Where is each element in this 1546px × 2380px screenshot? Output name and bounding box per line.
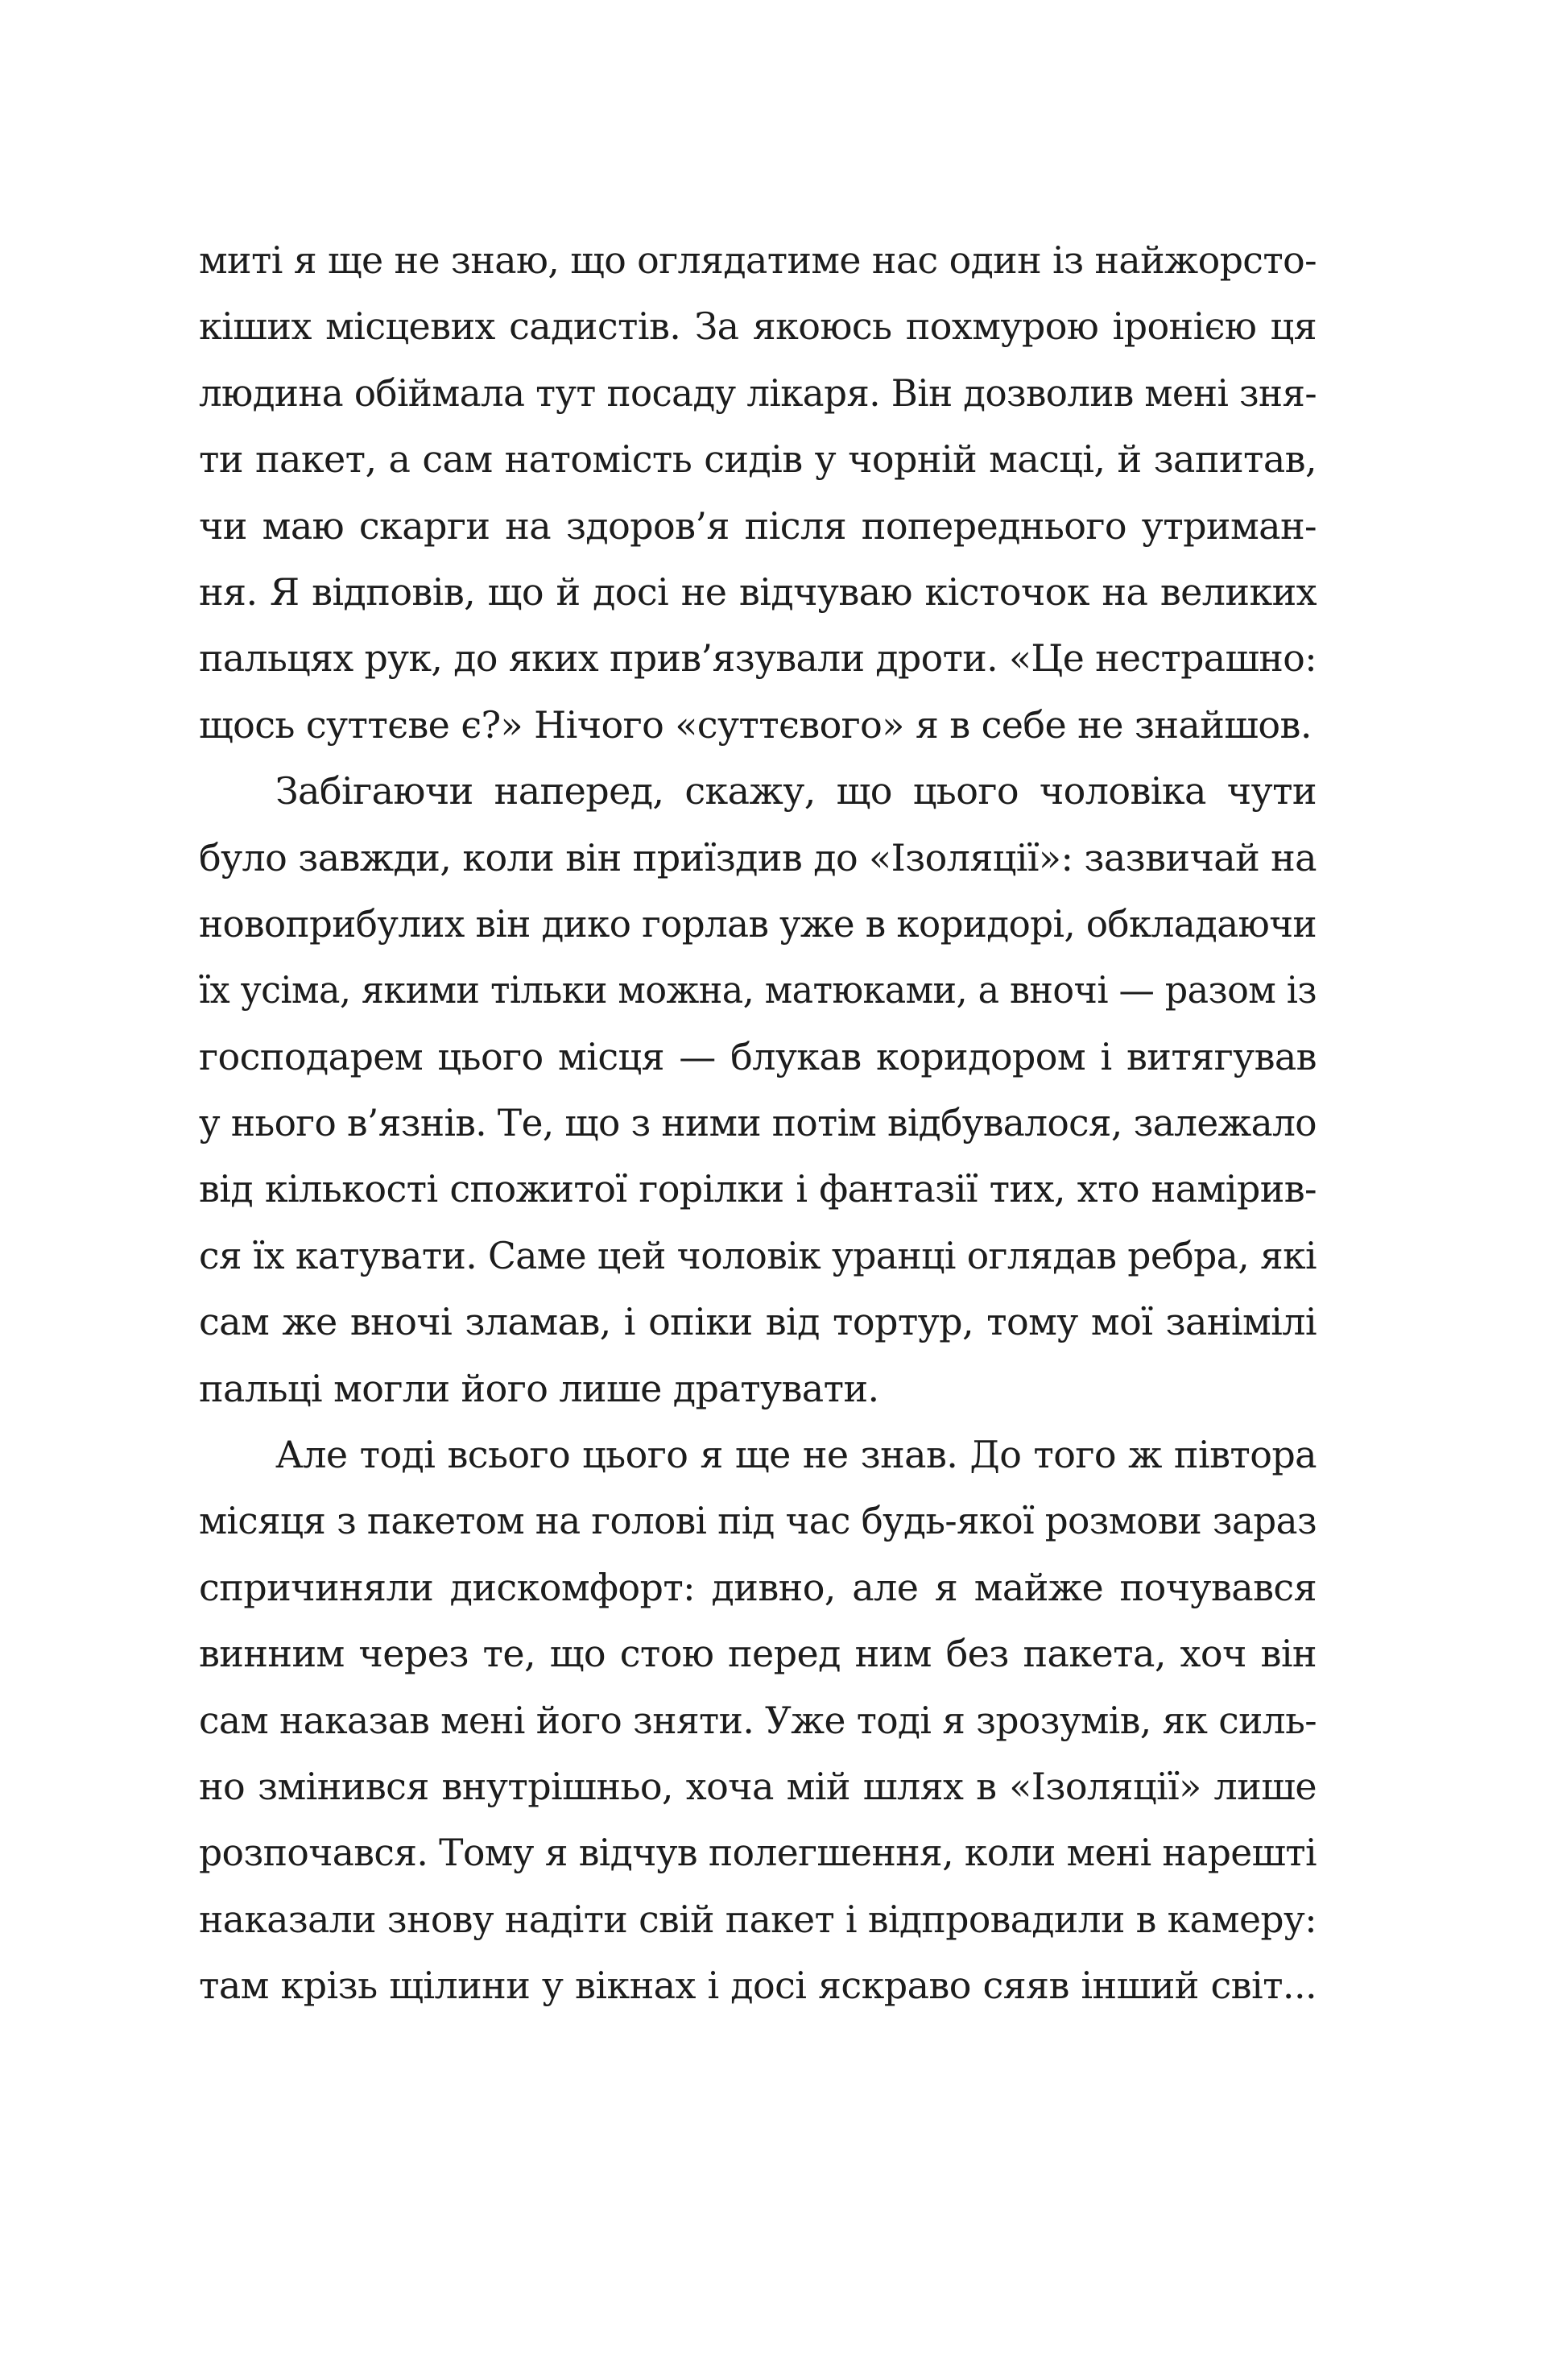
body-text <box>199 227 1317 2019</box>
text-line: пальцях рук, до яких прив’язували дроти. «Це нестрашно: <box>199 636 1317 681</box>
text-line: Забігаючи наперед, скажу, що цього чоловіка чути <box>275 769 1317 813</box>
text-line: було завжди, коли він приїздив до «Ізоляції»: зазвичай на <box>199 835 1317 880</box>
text-line: сам же вночі зламав, і опіки від тортур, тому мої занімілі <box>199 1300 1317 1344</box>
text-line: місяця з пакетом на голові під час будь-якої розмови зараз <box>199 1499 1317 1543</box>
text-line: кіших місцевих садистів. За якоюсь похмурою іронією ця <box>199 304 1317 349</box>
text-line: винним через те, що стою перед ним без пакета, хоч він <box>199 1632 1317 1676</box>
text-line: чи маю скарги на здоров’я після попереднього утриман- <box>199 503 1317 548</box>
text-line: їх усіма, якими тільки можна, матюками, а вночі — разом із <box>199 968 1317 1012</box>
paragraph-3 <box>199 1422 1317 2019</box>
text-line: спричиняли дискомфорт: дивно, але я майже почувався <box>199 1565 1317 1609</box>
text-line: ня. Я відповів, що й досі не відчуваю кісточок на великих <box>199 569 1317 614</box>
text-line: пальці могли його лише дратувати. <box>199 1366 879 1410</box>
text-line: у нього в’язнів. Те, що з ними потім відбувалося, залежало <box>199 1101 1317 1145</box>
text-line: миті я ще не знаю, що оглядатиме нас один із найжорсто- <box>199 238 1317 282</box>
text-line: щось суттєве є?» Нічого «суттєвого» я в себе не знайшов. <box>199 702 1312 747</box>
text-line: людина обіймала тут посаду лікаря. Він дозволив мені зня- <box>199 370 1317 415</box>
text-line: но змінився внутрішньо, хоча мій шлях в «Ізоляції» лише <box>199 1764 1317 1808</box>
text-line: ти пакет, а сам натомість сидів у чорній масці, й запитав, <box>199 437 1317 482</box>
text-line: новоприбулих він дико горлав уже в коридорі, обкладаючи <box>199 901 1317 946</box>
text-line: розпочався. Тому я відчув полегшення, коли мені нарешті <box>199 1831 1317 1875</box>
text-line: наказали знову надіти свій пакет і відпровадили в камеру: <box>199 1897 1317 1941</box>
text-line: Але тоді всього цього я ще не знав. До того ж півтора <box>275 1433 1317 1477</box>
paragraph-2 <box>199 758 1317 1422</box>
text-line: там крізь щілини у вікнах і досі яскраво сяяв інший світ... <box>199 1964 1317 2008</box>
paragraph-1 <box>199 227 1317 758</box>
text-line: сам наказав мені його зняти. Уже тоді я зрозумів, як силь- <box>199 1698 1317 1742</box>
text-line: від кількості спожитої горілки і фантазії тих, хто намірив- <box>199 1167 1317 1211</box>
text-line: ся їх катувати. Саме цей чоловік уранці оглядав ребра, які <box>199 1233 1317 1277</box>
text-line: господарем цього місця — блукав коридором і витягував <box>199 1034 1317 1078</box>
